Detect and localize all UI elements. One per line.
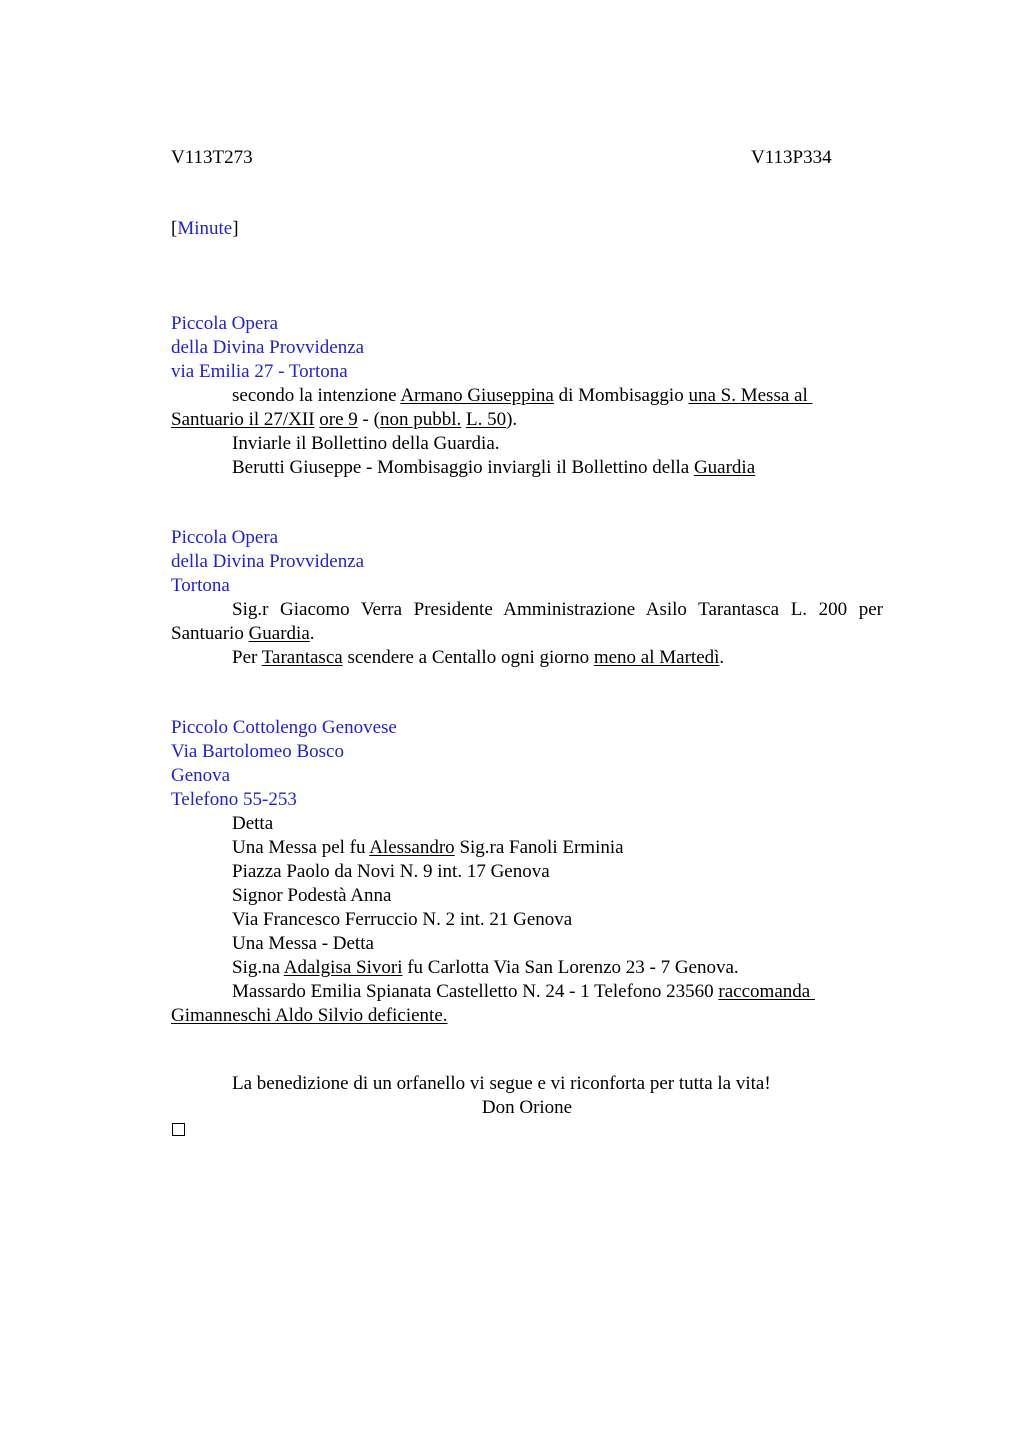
- closing: [171, 1072, 883, 1120]
- text-run: ).: [506, 409, 518, 430]
- section-3-text-line-2: [171, 836, 883, 860]
- underlined-text: Guardia: [693, 457, 756, 478]
- section-3-text-line-4: Signor Podestà Anna: [232, 885, 392, 906]
- minute-label: [171, 217, 239, 241]
- text-run: scendere a Centallo ogni giorno: [342, 647, 594, 668]
- text-run: di Mombisaggio: [553, 385, 689, 406]
- section-1-text-line-2: [171, 408, 883, 432]
- section-3-address-line-3[interactable]: Genova: [171, 765, 231, 786]
- underlined-name: Armano Giuseppina: [400, 385, 554, 406]
- signature: Don Orione: [481, 1097, 573, 1118]
- checkbox-icon[interactable]: [172, 1123, 185, 1136]
- section-3-text-line-3: Piazza Paolo da Novi N. 9 int. 17 Genova: [232, 861, 550, 882]
- section-3: [171, 716, 883, 1028]
- section-2-address-line-1[interactable]: Piccola Opera: [171, 527, 279, 548]
- minute-open-bracket: [: [171, 218, 178, 239]
- text-run: Sig.ra Fanoli Erminia: [454, 837, 624, 858]
- underlined-name: Alessandro: [369, 837, 455, 858]
- underlined-text: raccomanda: [718, 981, 815, 1002]
- text-run: Massardo Emilia Spianata Castelletto N. 24 - 1 Telefono 23560: [232, 981, 719, 1002]
- blessing-text: La benedizione di un orfanello vi segue e vi riconforta per tutta la vita!: [232, 1073, 771, 1094]
- underlined-text: una S. Messa al: [688, 385, 813, 406]
- text-run: fu Carlotta Via San Lorenzo 23 - 7 Genova.: [402, 957, 739, 978]
- section-1: [171, 312, 883, 480]
- underlined-text: non pubbl.: [379, 409, 462, 430]
- text-run: Per: [232, 647, 262, 668]
- section-3-text-line-8: [171, 980, 883, 1004]
- section-2-text-line-2: [171, 622, 883, 646]
- text-run: Sig.na: [232, 957, 284, 978]
- section-1-text-line-1: [171, 384, 883, 408]
- section-3-address-line-1[interactable]: Piccolo Cottolengo Genovese: [171, 717, 397, 738]
- header-left-code: V113T273: [171, 147, 253, 168]
- section-1-text-line-4: [171, 456, 883, 480]
- section-1-address-line-1[interactable]: Piccola Opera: [171, 313, 279, 334]
- underlined-name: Adalgisa Sivori: [283, 957, 403, 978]
- section-3-text-line-7: [171, 956, 883, 980]
- section-3-text-line-9: [171, 1004, 883, 1028]
- section-3-address-line-2[interactable]: Via Bartolomeo Bosco: [171, 741, 344, 762]
- minute-link[interactable]: Minute: [177, 218, 233, 239]
- text-run: Berutti Giuseppe - Mombisaggio inviargli il Bollettino della: [232, 457, 694, 478]
- text-run: Una Messa pel fu: [232, 837, 370, 858]
- section-2-text-line-3: [171, 646, 883, 670]
- underlined-amount: L. 50: [465, 409, 507, 430]
- section-1-address-line-3[interactable]: via Emilia 27 - Tortona: [171, 361, 348, 382]
- section-3-text-line-1: Detta: [232, 813, 274, 834]
- header-right-code: V113P334: [751, 147, 832, 168]
- section-1-address-line-2[interactable]: della Divina Provvidenza: [171, 337, 365, 358]
- underlined-text: Gimanneschi Aldo Silvio deficiente.: [171, 1005, 448, 1026]
- underlined-text: Guardia: [248, 623, 310, 644]
- section-3-address-line-4[interactable]: Telefono 55-253: [171, 789, 297, 810]
- underlined-text: Santuario il 27/XII: [171, 409, 315, 430]
- text-run: - (: [357, 409, 380, 430]
- section-3-text-line-6: Una Messa - Detta: [232, 933, 374, 954]
- section-2-text-line-1: Sig.r Giacomo Verra Presidente Amministrazione Asilo Tarantasca L. 200 per: [232, 599, 883, 620]
- text-run: .: [719, 647, 725, 668]
- minute-close-bracket: ]: [232, 218, 239, 239]
- text-run: .: [309, 623, 315, 644]
- underlined-text: meno al Martedì: [593, 647, 720, 668]
- text-run: secondo la intenzione: [232, 385, 401, 406]
- section-1-text-line-3: Inviarle il Bollettino della Guardia.: [232, 433, 500, 454]
- text-run: Santuario: [171, 623, 249, 644]
- section-3-text-line-5: Via Francesco Ferruccio N. 2 int. 21 Genova: [232, 909, 573, 930]
- section-2-address-line-3[interactable]: Tortona: [171, 575, 230, 596]
- underlined-text: Tarantasca: [261, 647, 343, 668]
- section-2-address-line-2[interactable]: della Divina Provvidenza: [171, 551, 365, 572]
- underlined-text: ore 9: [319, 409, 358, 430]
- section-2: [171, 526, 883, 670]
